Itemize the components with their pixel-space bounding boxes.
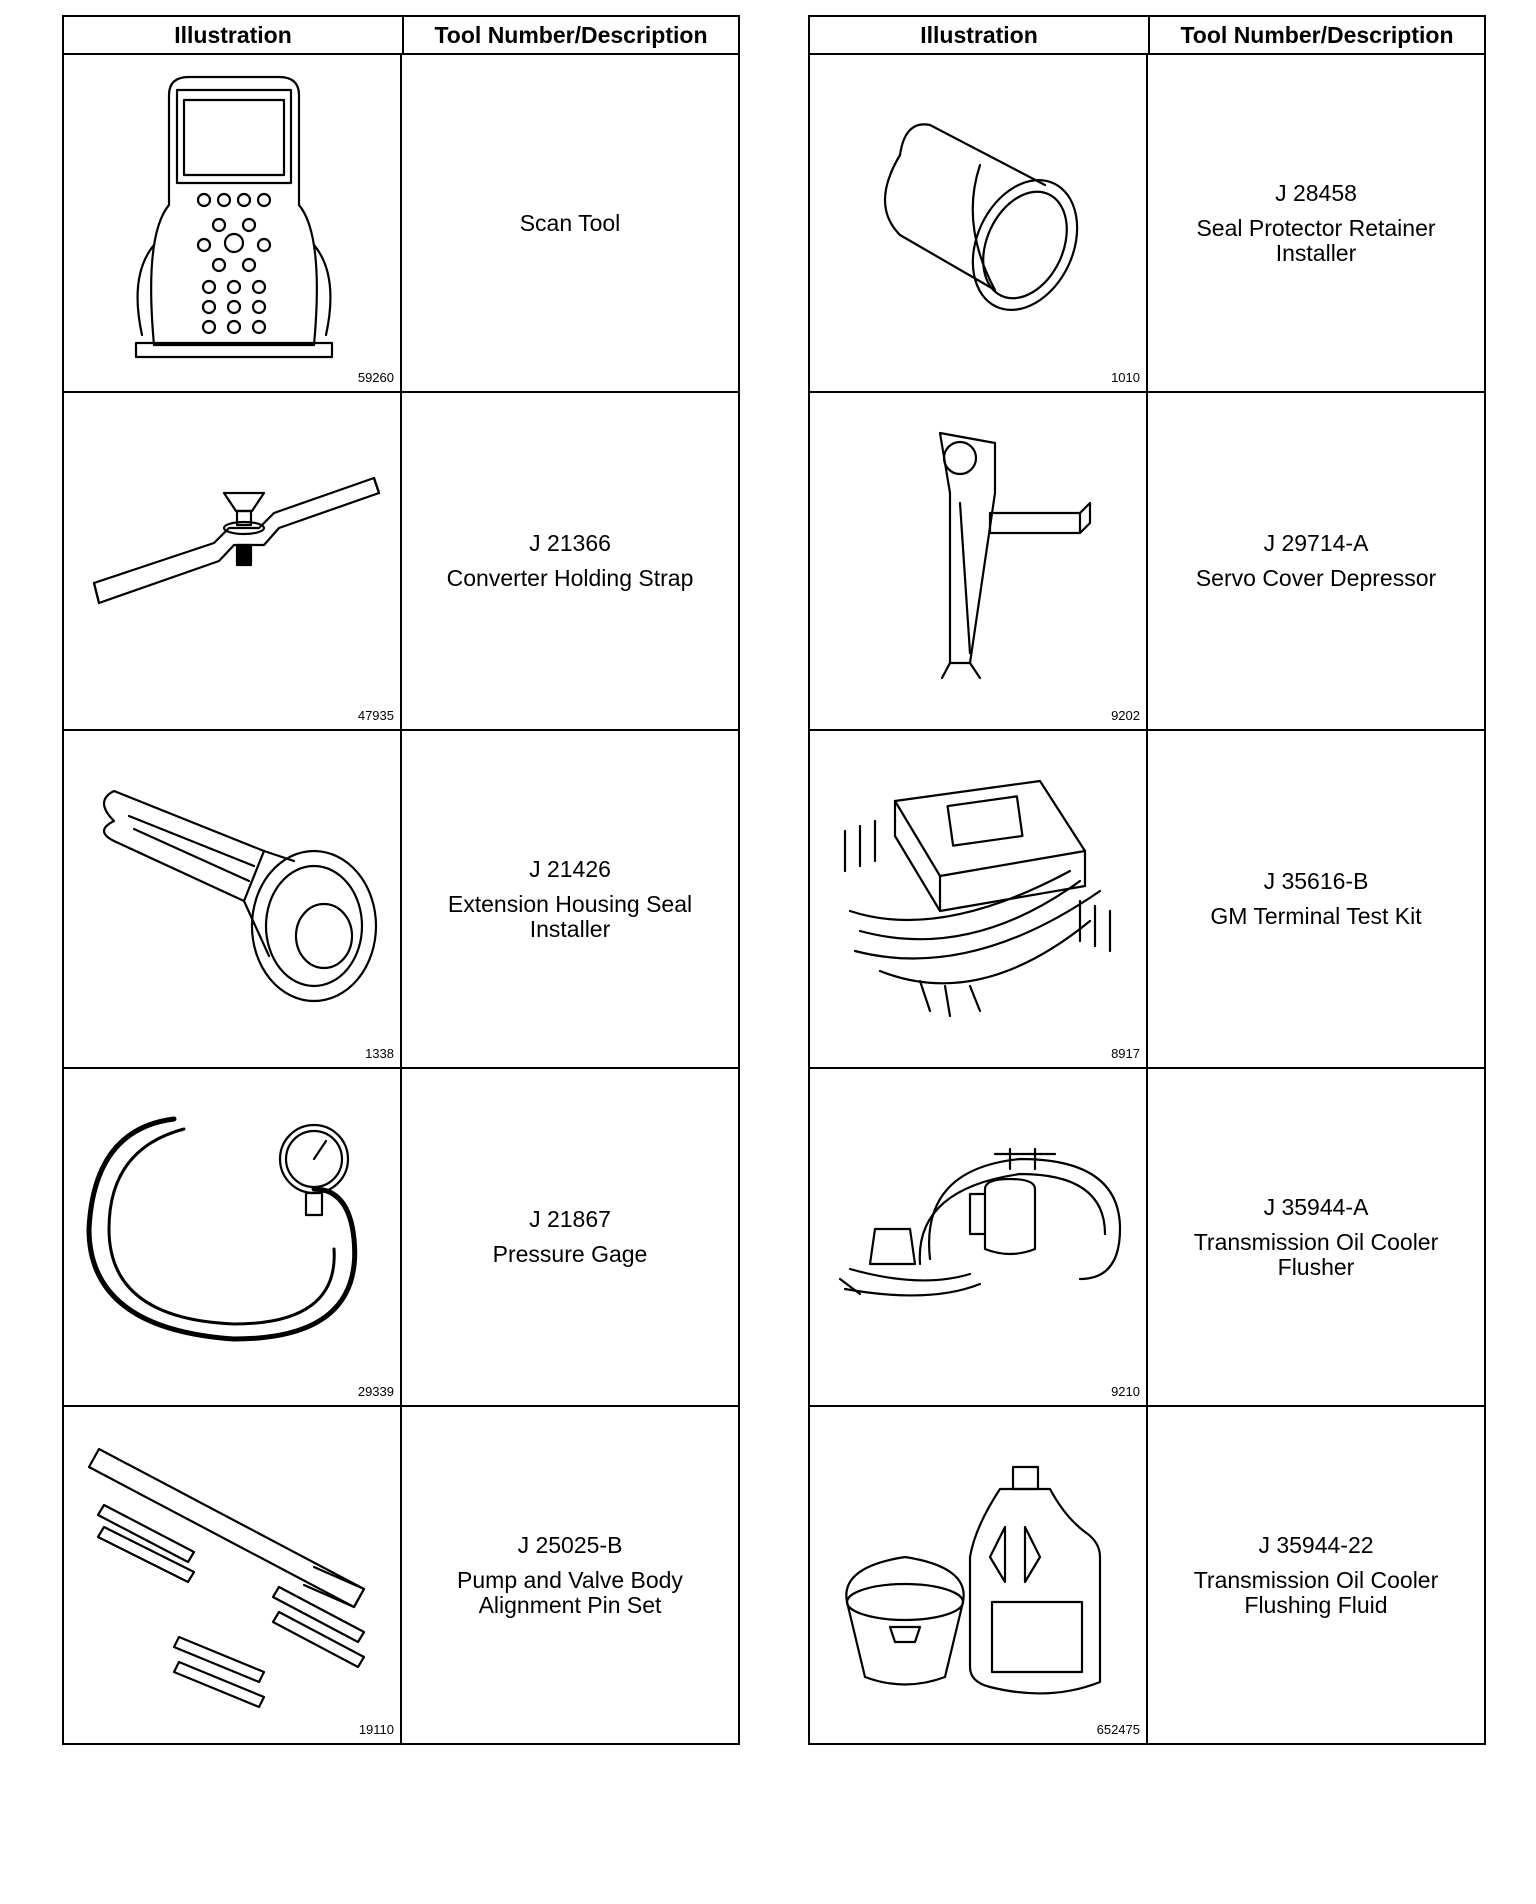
description-cell	[1148, 393, 1484, 729]
illustration-cell	[64, 1407, 402, 1743]
seal-protector-icon	[820, 65, 1138, 365]
tool-description: Converter Holding Strap	[446, 565, 694, 591]
table-row	[64, 1407, 738, 1743]
table-row	[64, 393, 738, 731]
seal-installer-icon	[74, 741, 392, 1041]
servo-depressor-icon	[820, 403, 1138, 703]
illustration-cell	[810, 393, 1148, 729]
figure-number: 652475	[1096, 1722, 1140, 1737]
figure-number: 9202	[1111, 708, 1140, 723]
figure-number: 19110	[358, 1722, 394, 1737]
tool-description: Pressure Gage	[492, 1241, 648, 1267]
table-row	[64, 55, 738, 393]
scan-tool-icon	[74, 65, 392, 365]
alignment-pin-set-icon	[74, 1417, 392, 1717]
illustration-cell	[810, 1069, 1148, 1405]
tool-number: J 21867	[529, 1206, 611, 1232]
description-cell	[402, 393, 738, 729]
description-cell	[1148, 731, 1484, 1067]
table-row	[64, 1069, 738, 1407]
figure-number: 59260	[357, 370, 394, 385]
tool-description: Scan Tool	[519, 209, 621, 236]
pressure-gage-icon	[74, 1079, 392, 1379]
tool-number: J 35944-22	[1258, 1531, 1374, 1558]
tool-number: J 29714-A	[1263, 530, 1369, 556]
table-row	[810, 1407, 1484, 1743]
oil-cooler-flusher-icon	[820, 1079, 1138, 1379]
illustration-cell	[810, 55, 1148, 391]
tool-description: Transmission Oil Cooler Flushing Fluid	[1193, 1566, 1439, 1618]
tool-description: Seal Protector Retainer Installer	[1196, 214, 1436, 266]
illustration-cell	[64, 55, 402, 391]
table-header	[64, 17, 738, 55]
tool-number: J 25025-B	[517, 1531, 623, 1558]
table-row	[810, 393, 1484, 731]
description-cell	[1148, 1407, 1484, 1743]
figure-number: 8917	[1111, 1046, 1140, 1061]
header-illustration: Illustration	[64, 17, 404, 53]
table-row	[810, 731, 1484, 1069]
description-cell	[1148, 1069, 1484, 1405]
figure-number: 9210	[1111, 1384, 1140, 1399]
header-description: Tool Number/Description	[1180, 21, 1454, 48]
table-header	[810, 17, 1484, 55]
figure-number: 29339	[357, 1384, 394, 1399]
description-cell	[402, 1069, 738, 1405]
tool-table-right	[808, 15, 1486, 1745]
description-cell	[1148, 55, 1484, 391]
tool-description: Servo Cover Depressor	[1195, 565, 1437, 591]
figure-number: 47935	[357, 708, 394, 723]
tool-number: J 35944-A	[1263, 1193, 1369, 1220]
table-row	[64, 731, 738, 1069]
table-row	[810, 1069, 1484, 1407]
description-cell	[402, 731, 738, 1067]
illustration-cell	[810, 1407, 1148, 1743]
tool-description: Extension Housing Seal Installer	[447, 890, 693, 942]
description-cell	[402, 1407, 738, 1743]
illustration-cell	[810, 731, 1148, 1067]
flushing-fluid-icon	[820, 1417, 1138, 1717]
header-illustration: Illustration	[810, 17, 1150, 53]
illustration-cell	[64, 1069, 402, 1405]
tool-description: GM Terminal Test Kit	[1210, 903, 1422, 929]
illustration-cell	[64, 393, 402, 729]
figure-number: 1010	[1111, 370, 1140, 385]
description-cell	[402, 55, 738, 391]
header-description: Tool Number/Description	[434, 21, 708, 48]
terminal-test-kit-icon	[820, 741, 1138, 1041]
tool-description: Pump and Valve Body Alignment Pin Set	[457, 1566, 683, 1618]
tool-description: Transmission Oil Cooler Flusher	[1193, 1228, 1439, 1280]
figure-number: 1338	[365, 1046, 394, 1061]
tool-table-left	[62, 15, 740, 1745]
tool-number: J 35616-B	[1263, 868, 1369, 894]
table-row	[810, 55, 1484, 393]
tool-number: J 28458	[1275, 179, 1357, 206]
holding-strap-icon	[74, 403, 392, 703]
tool-number: J 21426	[529, 855, 611, 882]
illustration-cell	[64, 731, 402, 1067]
tool-number: J 21366	[529, 530, 611, 556]
